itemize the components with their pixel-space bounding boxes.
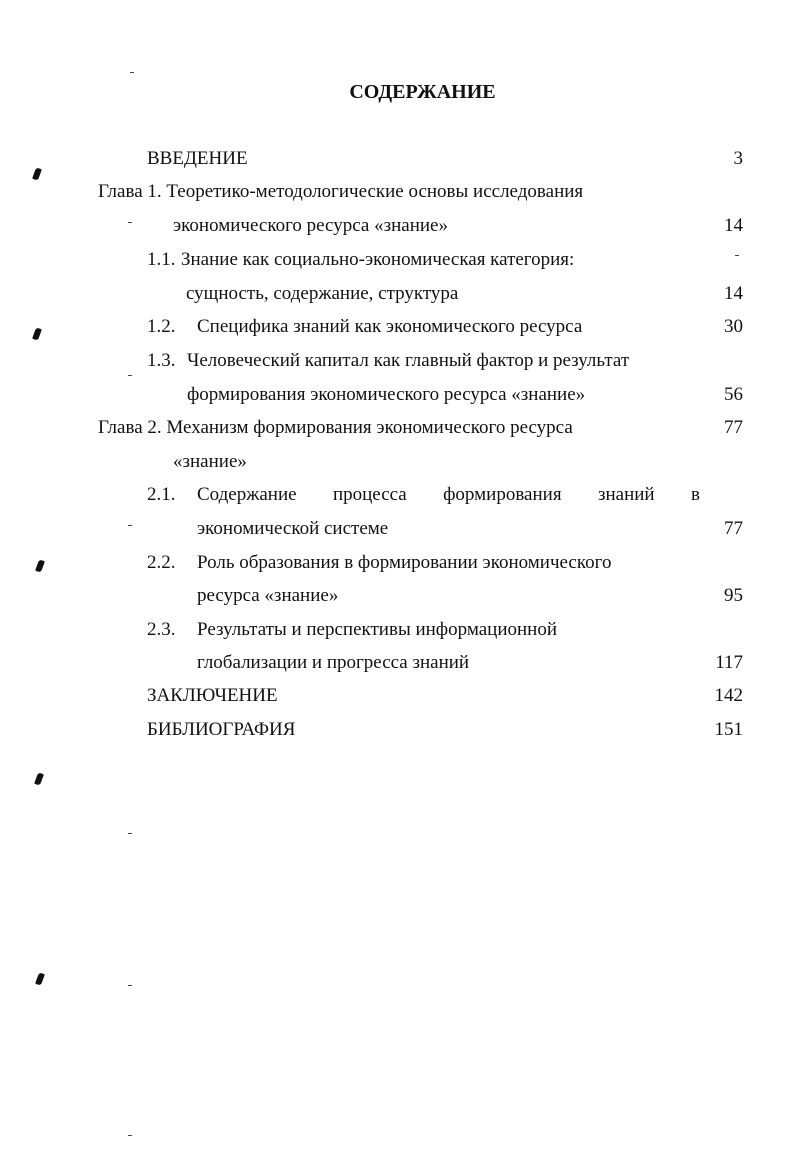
toc-section-1-3-number: 1.3. [147,350,176,371]
scan-speck [130,72,134,73]
toc-bibliography-page: 151 [714,719,743,740]
toc-section-1-3-title-line1[interactable]: Человеческий капитал как главный фактор и результат [187,350,630,371]
toc-intro-page: 3 [733,148,743,169]
toc-section-1-2-page: 30 [724,316,743,337]
scan-speck [128,525,132,526]
toc-section-2-1-page: 77 [724,518,743,539]
scan-mark [32,167,42,180]
scan-mark [34,772,44,785]
toc-chapter2-title-line1[interactable]: Глава 2. Механизм формирования экономического ресурса [98,417,573,438]
toc-section-2-3-title-line2[interactable]: глобализации и прогресса знаний [197,652,470,673]
scan-speck [128,985,132,986]
toc-section-1-2-number: 1.2. [147,316,176,337]
toc-section-2-2-title-line2[interactable]: ресурса «знание» [197,585,339,606]
toc-conclusion-page: 142 [714,685,743,706]
toc-section-1-1-number: 1.1. [147,249,176,270]
toc-section-2-1-word: формирования [443,484,562,505]
toc-chapter1-title-line2[interactable]: экономического ресурса «знание» [173,215,448,236]
toc-section-2-3-title-line1[interactable]: Результаты и перспективы информационной [197,619,557,640]
toc-section-2-2-title-line1[interactable]: Роль образования в формировании экономического [197,552,612,573]
toc-section-1-1-title-line2[interactable]: сущность, содержание, структура [186,283,459,304]
toc-section-2-3-number: 2.3. [147,619,176,640]
toc-chapter2-page: 77 [724,417,743,438]
scan-mark [35,559,45,572]
toc-section-2-1-word: в [690,484,700,505]
toc-section-2-3-page: 117 [715,652,743,673]
toc-section-2-1-word: процесса [332,484,407,505]
toc-section-2-1-word: Содержание [197,484,297,505]
scan-speck [128,222,132,223]
toc-intro-title[interactable]: ВВЕДЕНИЕ [147,148,248,169]
toc-section-1-3-page: 56 [724,384,743,405]
toc-section-1-3-title-line2[interactable]: формирования экономического ресурса «знание» [187,384,586,405]
toc-section-1-1-page: 14 [724,283,743,304]
toc-section-2-1-title-line1[interactable] [197,484,700,506]
scan-mark [32,327,42,340]
toc-section-1-1-title-line1[interactable]: Знание как социально-экономическая категория: [181,249,575,270]
toc-section-2-1-number: 2.1. [147,484,176,505]
toc-conclusion-title[interactable]: ЗАКЛЮЧЕНИЕ [147,685,278,706]
toc-chapter1-title-line1[interactable]: Глава 1. Теоретико-методологические основы исследования [98,181,584,202]
scan-mark [35,972,45,985]
scan-speck [128,1135,132,1136]
scan-speck [128,375,132,376]
toc-chapter1-page: 14 [724,215,743,236]
toc-section-2-2-number: 2.2. [147,552,176,573]
toc-section-2-1-title-line2[interactable]: экономической системе [197,518,389,539]
toc-bibliography-title[interactable]: БИБЛИОГРАФИЯ [147,719,296,740]
toc-section-2-2-page: 95 [724,585,743,606]
document-title: СОДЕРЖАНИЕ [349,81,496,103]
toc-chapter2-title-line2[interactable]: «знание» [173,451,247,472]
scan-speck [128,833,132,834]
toc-section-2-1-word: знаний [597,484,655,505]
scan-speck [735,255,739,256]
toc-section-1-2-title[interactable]: Специфика знаний как экономического ресурса [197,316,583,337]
